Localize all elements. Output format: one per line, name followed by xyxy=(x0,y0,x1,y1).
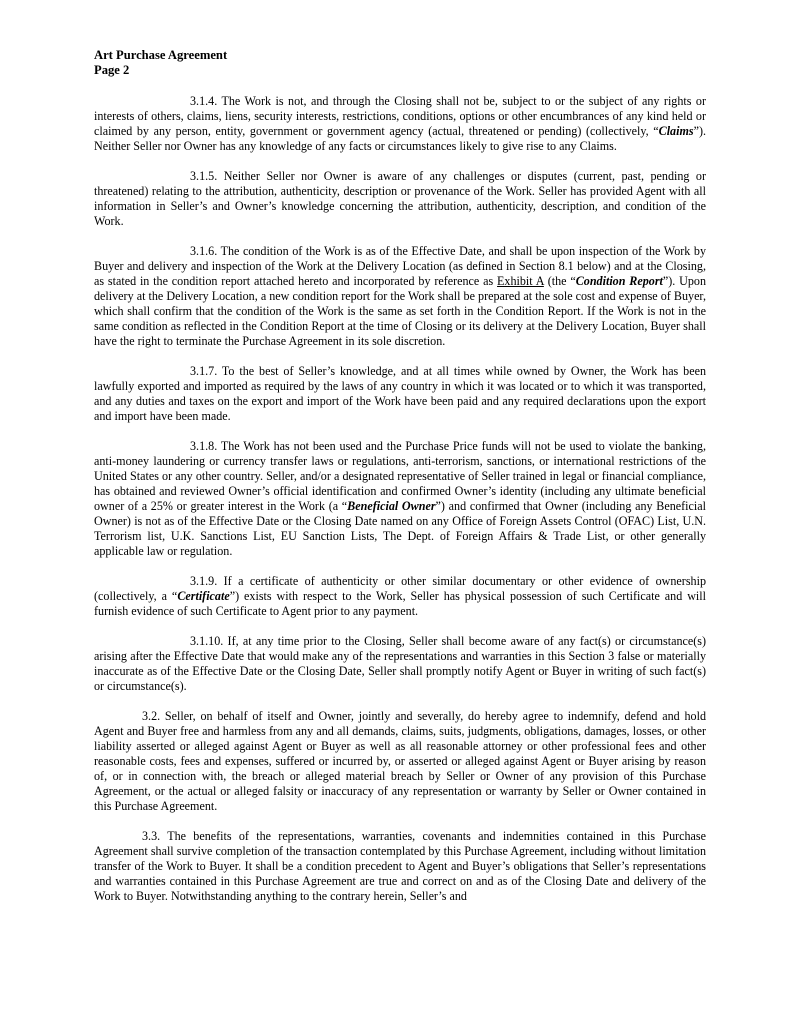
paragraph-text: 3.1.6. The condition of the Work is as of the Effective Date, and shall be upon inspection of the Work by Buyer and delivery and inspection of the Work at the Delivery Location (as defined in Section 8.1 below) and at the Closing, as stated in the condition report attached hereto and incorporated by reference as xyxy=(94,244,706,288)
section-3-1-5 xyxy=(94,169,706,229)
section-3-3 xyxy=(94,829,706,904)
defined-term: Certificate xyxy=(177,589,230,603)
paragraph-text: 3.1.8. The Work has not been used and the Purchase Price funds will not be used to violate the banking, anti-money laundering or currency transfer laws or regulations, anti-terrorism, sanctions, or international restrictions of the United States or any other country. Seller, and/or a designated representative of Seller trained in legal or financial compliance, has obtained and reviewed Owner’s official identification and confirmed Owner’s identity (including any ultimate beneficial owner of a 25% or greater interest in the Work (a “ xyxy=(94,439,706,513)
page-header xyxy=(94,48,227,78)
document-title: Art Purchase Agreement xyxy=(94,48,228,62)
section-3-1-10 xyxy=(94,634,706,694)
section-3-2 xyxy=(94,709,706,814)
defined-term: Claims xyxy=(658,124,694,138)
paragraph-text: ”) exists with respect to the Work, Seller has physical possession of such Certificate and will furnish evidence of such Certificate to Agent prior to any payment. xyxy=(94,589,707,618)
section-3-1-7 xyxy=(94,364,706,424)
paragraph-text: 3.3. The benefits of the representations, warranties, covenants and indemnities contained in this Purchase Agreement shall survive completion of the transaction contemplated by this Purchase Agreement, including without limitation transfer of the Work to Buyer. It shall be a condition precedent to Agent and Buyer’s obligations that Seller’s representations and warranties contained in this Purchase Agreement are true and correct on and as of the Closing Date and delivery of the Work to Buyer. Notwithstanding anything to the contrary herein, Seller’s and xyxy=(94,829,706,903)
section-3-1-8 xyxy=(94,439,706,559)
paragraph-text: 3.1.9. If a certificate of authenticity or other similar documentary or other evidence of ownership (collectively, a “ xyxy=(94,574,706,603)
section-3-1-6 xyxy=(94,244,706,349)
paragraph-text: ”). Neither Seller nor Owner has any knowledge of any facts or circumstances likely to give rise to any Claims. xyxy=(94,124,706,153)
paragraph-text: 3.1.5. Neither Seller nor Owner is aware of any challenges or disputes (current, past, pending or threatened) relating to the attribution, authenticity, description or provenance of the Work. Seller has provided Agent with all information in Seller’s and Owner’s knowledge concerning the attribution, authenticity, description, and condition of the Work. xyxy=(94,169,706,228)
paragraph-text: 3.1.7. To the best of Seller’s knowledge, and at all times while owned by Owner, the Work has been lawfully exported and imported as required by the laws of any country in which it was located or to which it was transported, and any duties and taxes on the export and import of the Work have been paid and any required declarations upon the export and import have been made. xyxy=(94,364,706,423)
paragraph-text: (the “ xyxy=(543,274,576,288)
paragraph-text: 3.2. Seller, on behalf of itself and Owner, jointly and severally, do hereby agree to indemnify, defend and hold Agent and Buyer free and harmless from any and all demands, claims, suits, judgments, obligations, damages, losses, or other liability asserted or alleged against Agent or Buyer as well as all reasonable attorney or other professional fees and other reasonable costs, fees and expenses, suffered or incurred by, or asserted or alleged against Agent or Buyer arising by reason of, or in connection with, the breach or alleged material breach by Seller or Owner of any provision of this Purchase Agreement, or the actual or alleged falsity or inaccuracy of any representation or warranty by Seller or Owner contained in this Purchase Agreement. xyxy=(94,709,706,813)
page-number: Page 2 xyxy=(94,63,130,77)
paragraph-text: ”). Upon delivery at the Delivery Location, a new condition report for the Work shall be prepared at the sole cost and expense of Buyer, which shall confirm that the condition of the Work is the same as set forth in the Condition Report. If the Work is not in the same condition as reflected in the Condition Report at the time of Closing or its delivery at the Delivery Location, Buyer shall have the right to terminate the Purchase Agreement in its sole discretion. xyxy=(94,274,707,348)
section-3-1-4 xyxy=(94,94,706,154)
paragraph-text: ”) and confirmed that Owner (including any Beneficial Owner) is not as of the Effective Date or the Closing Date named on any Office of Foreign Assets Control (OFAC) List, U.N. Terrorism list, U.K. Sanctions List, EU Sanction Lists, The Dept. of Foreign Affairs & Trade List, or other generally applicable law or regulation. xyxy=(94,499,706,558)
paragraph-text: 3.1.10. If, at any time prior to the Closing, Seller shall become aware of any fact(s) or circumstance(s) arising after the Effective Date that would make any of the representations and warranties in this Section 3 false or materially inaccurate as of the Effective Date or the Closing Date, Seller shall promptly notify Agent or Buyer in writing of such fact(s) or circumstance(s). xyxy=(94,634,706,693)
agreement-body xyxy=(94,94,706,919)
exhibit-reference: Exhibit A xyxy=(497,274,544,288)
defined-term: Condition Report xyxy=(575,274,663,288)
paragraph-text: 3.1.4. The Work is not, and through the Closing shall not be, subject to or the subject of any rights or interests of others, claims, liens, security interests, restrictions, conditions, options or other encumbrances of any kind held or claimed by any person, entity, government or government agency (actual, threatened or pending) (collectively, “ xyxy=(94,94,706,138)
section-3-1-9 xyxy=(94,574,706,619)
defined-term: Beneficial Owner xyxy=(347,499,436,513)
